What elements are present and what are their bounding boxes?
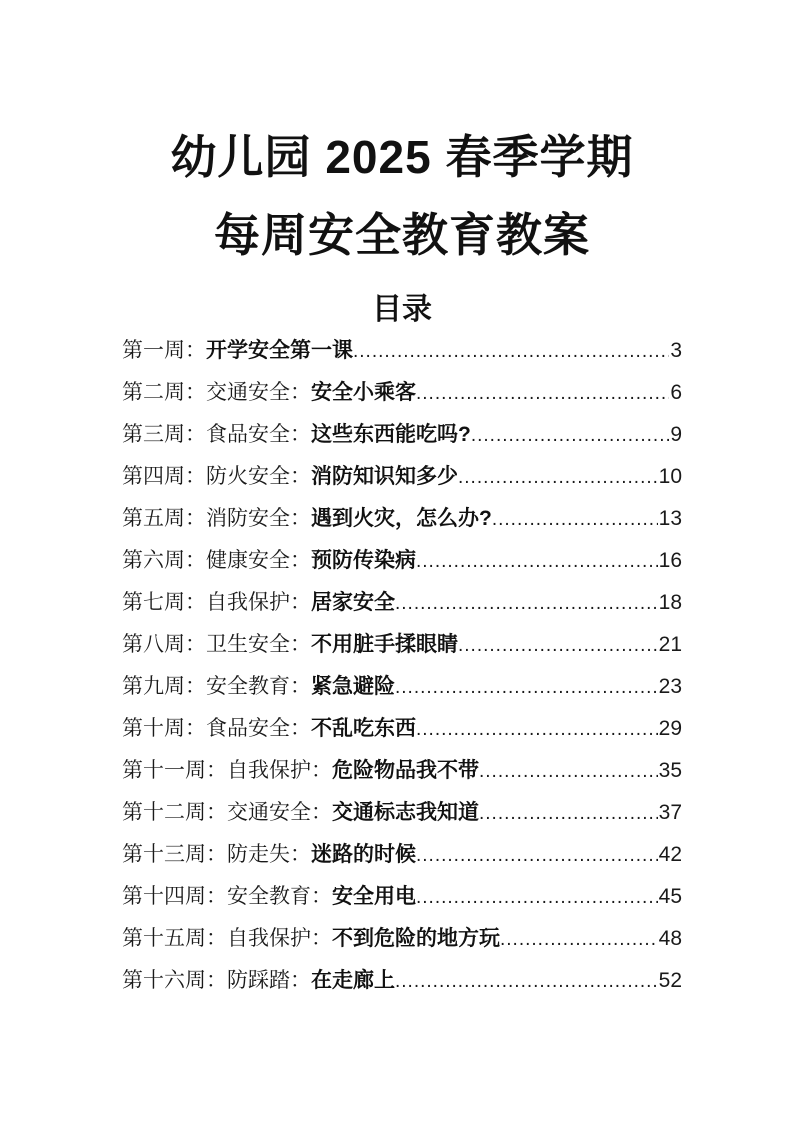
toc-week-label: 第十三周：: [122, 843, 227, 866]
dot-leader: [353, 341, 669, 363]
dot-leader: [500, 929, 658, 951]
toc-list: [122, 334, 682, 1006]
toc-page-number: 6: [670, 381, 682, 404]
toc-week-label: 第十五周：: [122, 927, 227, 950]
toc-page-number: 35: [658, 759, 682, 782]
dot-leader: [416, 887, 658, 909]
toc-week-label: 第一周：: [122, 339, 206, 362]
toc-lesson-title: 消防知识知多少: [311, 465, 458, 488]
toc-page-number: 3: [670, 339, 682, 362]
toc-lesson-title: 安全用电: [332, 885, 416, 908]
toc-page-number: 21: [658, 633, 682, 656]
dot-leader: [458, 467, 658, 489]
toc-lesson-title: 不乱吃东西: [311, 717, 416, 740]
dot-leader: [492, 509, 658, 531]
toc-category-label: 自我保护：: [206, 591, 311, 614]
toc-entry[interactable]: [122, 544, 682, 586]
toc-lesson-title: 在走廊上: [311, 969, 395, 992]
toc-entry[interactable]: [122, 838, 682, 880]
toc-page-number: 52: [658, 969, 682, 992]
dot-leader: [479, 803, 658, 825]
toc-lesson-title: 紧急避险: [311, 675, 395, 698]
toc-page-number: 42: [658, 843, 682, 866]
toc-entry[interactable]: [122, 628, 682, 670]
toc-category-label: 卫生安全：: [206, 633, 311, 656]
dot-leader: [395, 593, 658, 615]
toc-lesson-title: 预防传染病: [311, 549, 416, 572]
dot-leader: [458, 635, 658, 657]
toc-category-label: 健康安全：: [206, 549, 311, 572]
toc-lesson-title: 不到危险的地方玩: [332, 927, 500, 950]
toc-entry[interactable]: [122, 712, 682, 754]
toc-page-number: 29: [658, 717, 682, 740]
dot-leader: [416, 383, 669, 405]
toc-entry[interactable]: [122, 670, 682, 712]
toc-category-label: 食品安全：: [206, 717, 311, 740]
toc-category-label: 自我保护：: [227, 927, 332, 950]
toc-page-number: 10: [658, 465, 682, 488]
toc-lesson-title: 交通标志我知道: [332, 801, 479, 824]
toc-page-number: 9: [670, 423, 682, 446]
toc-page-number: 13: [658, 507, 682, 530]
toc-category-label: 交通安全：: [206, 381, 311, 404]
toc-week-label: 第四周：: [122, 465, 206, 488]
toc-category-label: 安全教育：: [227, 885, 332, 908]
toc-lesson-title: 居家安全: [311, 591, 395, 614]
toc-week-label: 第六周：: [122, 549, 206, 572]
toc-entry[interactable]: [122, 376, 682, 418]
toc-page-number: 23: [658, 675, 682, 698]
toc-lesson-title: 遇到火灾，怎么办?: [311, 507, 492, 530]
toc-entry[interactable]: [122, 418, 682, 460]
toc-lesson-title: 安全小乘客: [311, 381, 416, 404]
dot-leader: [395, 971, 658, 993]
toc-week-label: 第十四周：: [122, 885, 227, 908]
toc-week-label: 第十二周：: [122, 801, 227, 824]
toc-category-label: 食品安全：: [206, 423, 311, 446]
title-line-1: 幼儿园 2025 春季学期: [170, 131, 634, 183]
toc-lesson-title: 开学安全第一课: [206, 339, 353, 362]
toc-page-number: 16: [658, 549, 682, 572]
toc-entry[interactable]: [122, 796, 682, 838]
dot-leader: [395, 677, 658, 699]
toc-category-label: 安全教育：: [206, 675, 311, 698]
toc-entry[interactable]: [122, 460, 682, 502]
toc-entry[interactable]: [122, 754, 682, 796]
toc-week-label: 第十周：: [122, 717, 206, 740]
toc-category-label: 防火安全：: [206, 465, 311, 488]
toc-week-label: 第九周：: [122, 675, 206, 698]
title-line-2: 每周安全教育教案: [214, 209, 590, 261]
dot-leader: [416, 551, 658, 573]
toc-category-label: 消防安全：: [206, 507, 311, 530]
toc-entry[interactable]: [122, 880, 682, 922]
toc-entry[interactable]: [122, 586, 682, 628]
toc-lesson-title: 不用脏手揉眼睛: [311, 633, 458, 656]
toc-entry[interactable]: [122, 922, 682, 964]
toc-week-label: 第五周：: [122, 507, 206, 530]
toc-page-number: 48: [658, 927, 682, 950]
toc-week-label: 第三周：: [122, 423, 206, 446]
toc-page-number: 45: [658, 885, 682, 908]
toc-lesson-title: 这些东西能吃吗?: [311, 423, 471, 446]
toc-week-label: 第十一周：: [122, 759, 227, 782]
toc-heading: 目录: [372, 293, 432, 326]
toc-week-label: 第八周：: [122, 633, 206, 656]
toc-week-label: 第二周：: [122, 381, 206, 404]
toc-category-label: 自我保护：: [227, 759, 332, 782]
toc-category-label: 防走失：: [227, 843, 311, 866]
toc-page-number: 18: [658, 591, 682, 614]
toc-category-label: 防踩踏：: [227, 969, 311, 992]
toc-page-number: 37: [658, 801, 682, 824]
dot-leader: [471, 425, 669, 447]
toc-week-label: 第十六周：: [122, 969, 227, 992]
toc-entry[interactable]: [122, 502, 682, 544]
dot-leader: [479, 761, 658, 783]
dot-leader: [416, 719, 658, 741]
toc-entry[interactable]: [122, 334, 682, 376]
toc-week-label: 第七周：: [122, 591, 206, 614]
dot-leader: [416, 845, 658, 867]
toc-category-label: 交通安全：: [227, 801, 332, 824]
document-title: [122, 118, 682, 274]
toc-entry[interactable]: [122, 964, 682, 1006]
toc-lesson-title: 迷路的时候: [311, 843, 416, 866]
toc-lesson-title: 危险物品我不带: [332, 759, 479, 782]
